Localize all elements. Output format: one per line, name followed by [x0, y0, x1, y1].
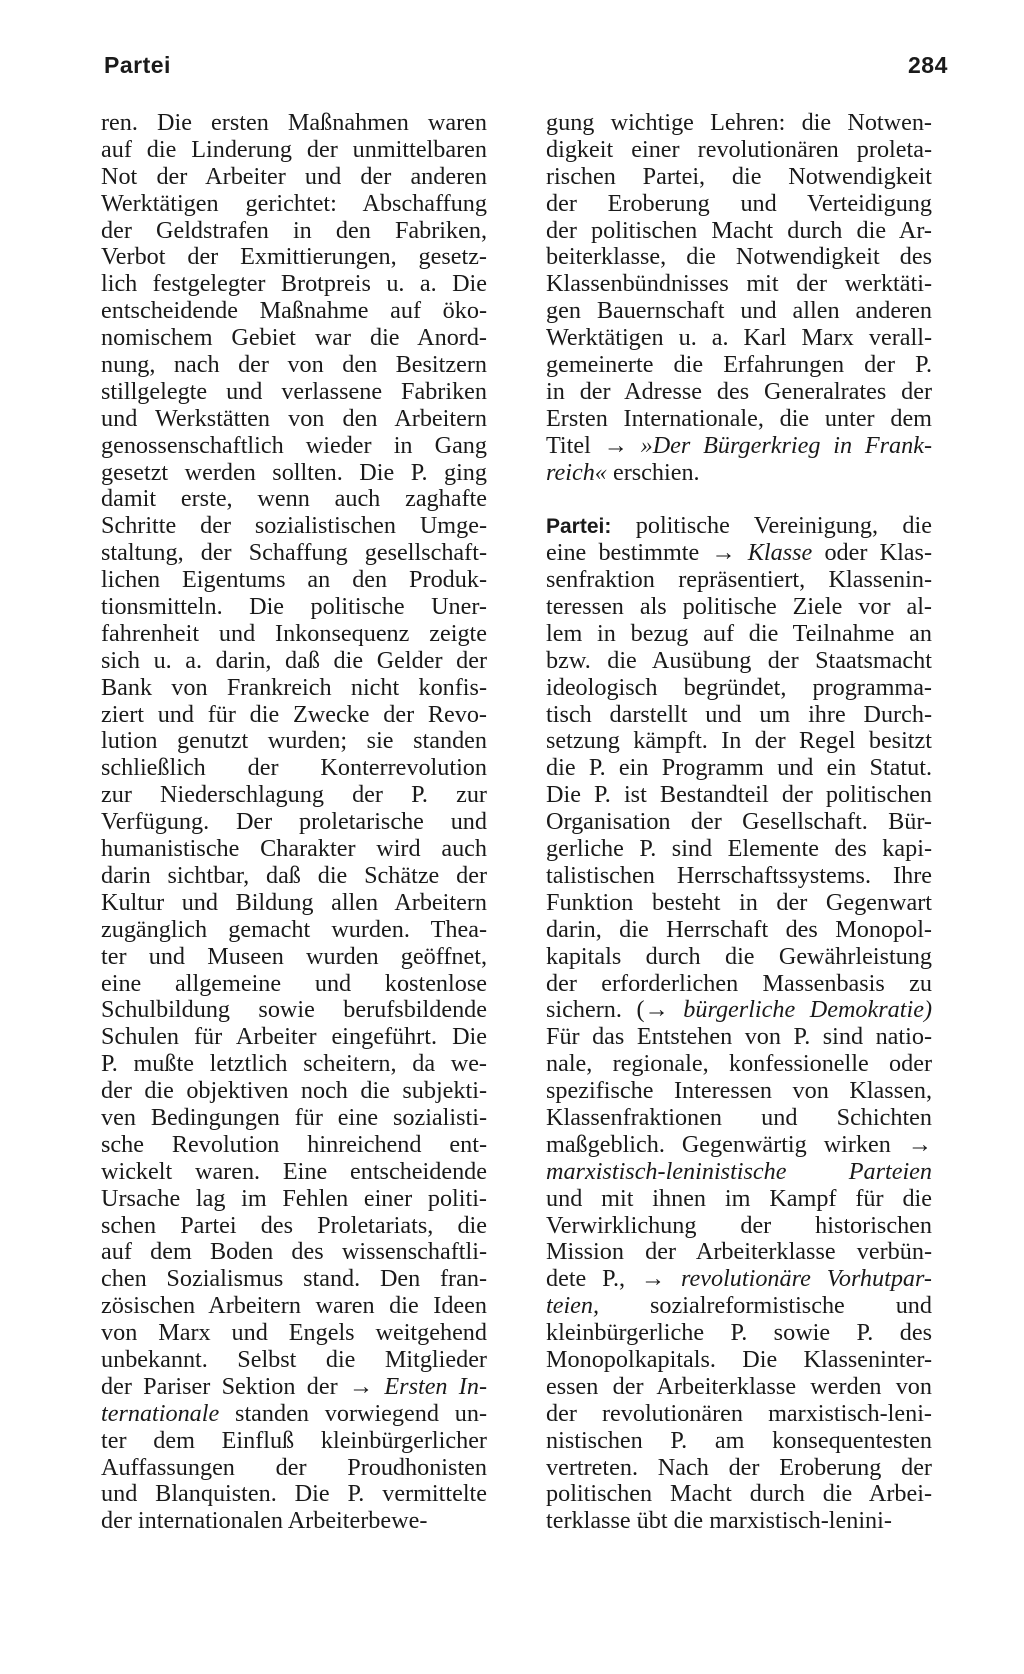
italic-term: reich«: [546, 458, 607, 486]
text-line: [101, 164, 487, 191]
text-run: gen Bauernschaft und allen anderen: [546, 297, 932, 325]
text-line: [546, 1293, 932, 1320]
text-line: [546, 1374, 932, 1401]
text-line: [101, 1266, 487, 1293]
text-line: [546, 1428, 932, 1455]
text-run: teressen als politische Ziele vor al-: [546, 593, 932, 621]
text-line: [546, 863, 932, 890]
text-line: [546, 271, 932, 298]
text-run: Kultur und Bildung allen Arbeitern: [101, 888, 487, 916]
text-line: [546, 1481, 932, 1508]
text-line: [546, 110, 932, 137]
text-line: [101, 809, 487, 836]
text-line: [101, 1455, 487, 1482]
text-run: Organisation der Gesellschaft. Bür-: [546, 808, 932, 836]
text-run: der revolutionären marxistisch-leni-: [546, 1399, 932, 1427]
text-run: Verwirklichung der historischen: [546, 1211, 932, 1239]
text-line: [101, 755, 487, 782]
text-line: [546, 244, 932, 271]
text-run: nung, nach der von den Besitzern: [101, 351, 487, 379]
text-run: maßgeblich. Gegenwärtig wirken →: [546, 1130, 932, 1158]
text-line: [546, 1051, 932, 1078]
text-line: [101, 406, 487, 433]
text-line: [546, 1347, 932, 1374]
text-line: [101, 917, 487, 944]
text-run: dete P., →: [546, 1265, 681, 1293]
text-run: ziert und für die Zwecke der Revo-: [101, 700, 487, 728]
text-run: von Marx und Engels weitgehend: [101, 1319, 487, 1347]
text-run: Schulbildung sowie berufsbildende: [101, 996, 487, 1024]
text-line: [546, 1105, 932, 1132]
text-run: Monopolkapitals. Die Klasseninter-: [546, 1345, 932, 1373]
italic-term: Klasse: [747, 539, 813, 567]
text-run: lution genutzt wurden; sie standen: [101, 727, 487, 755]
text-line: [101, 621, 487, 648]
text-line: [546, 1401, 932, 1428]
italic-term: »Der Bürgerkrieg in Frank-: [640, 431, 933, 459]
text-line: [546, 1266, 932, 1293]
text-line: [101, 567, 487, 594]
text-line: [546, 433, 932, 460]
text-run: und Werkstätten von den Arbeitern: [101, 404, 487, 432]
text-line: [101, 325, 487, 352]
text-line: [101, 1293, 487, 1320]
text-run: genossenschaftlich wieder in Gang: [101, 431, 487, 459]
text-line: [101, 594, 487, 621]
text-line: [101, 1508, 487, 1535]
text-line: [546, 1132, 932, 1159]
text-line: [101, 1105, 487, 1132]
text-line: [101, 191, 487, 218]
text-run: der erforderlichen Massenbasis zu: [546, 969, 932, 997]
text-line: [101, 702, 487, 729]
paragraph-gap: [546, 486, 932, 513]
text-line: [101, 1320, 487, 1347]
text-run: sichern. (→: [546, 996, 684, 1024]
text-line: [101, 836, 487, 863]
text-line: [546, 540, 932, 567]
text-line: [546, 648, 932, 675]
text-line: [101, 728, 487, 755]
text-line: [546, 594, 932, 621]
text-run: ter und Museen wurden geöffnet,: [101, 942, 487, 970]
text-line: [546, 917, 932, 944]
text-run: senfraktion repräsentiert, Klassenin-: [546, 566, 932, 594]
text-run: in der Adresse des Generalrates der: [546, 377, 932, 405]
text-column-right: [546, 110, 932, 1535]
text-run: Werktätigen u. a. Karl Marx verall-: [546, 324, 932, 352]
text-line: [546, 755, 932, 782]
text-run: terklasse übt die marxistisch-lenini-: [546, 1507, 892, 1535]
text-run: beiterklasse, die Notwendigkeit des: [546, 243, 932, 271]
text-line: [546, 675, 932, 702]
text-run: chen Sozialismus stand. Den fran-: [101, 1265, 487, 1293]
text-run: standen vorwiegend un-: [219, 1399, 487, 1427]
text-line: [546, 809, 932, 836]
text-line: [101, 486, 487, 513]
text-line: [101, 379, 487, 406]
text-run: lich festgelegter Brotpreis u. a. Die: [101, 270, 487, 298]
text-run: Für das Entstehen von P. sind natio-: [546, 1023, 932, 1051]
text-run: Ersten Internationale, die unter dem: [546, 404, 932, 432]
text-line: [101, 352, 487, 379]
text-line: [101, 648, 487, 675]
text-line: [546, 890, 932, 917]
text-column-left: [101, 110, 487, 1535]
text-run: stillgelegte und verlassene Fabriken: [101, 377, 487, 405]
text-line: [546, 1239, 932, 1266]
text-line: [546, 1186, 932, 1213]
text-run: sozialreformistische und: [599, 1292, 932, 1320]
text-run: spezifische Interessen von Klassen,: [546, 1077, 932, 1105]
text-run: der internationalen Arbeiterbewe-: [101, 1507, 428, 1535]
text-run: tisch darstellt und um ihre Durch-: [546, 700, 932, 728]
text-line: [101, 1374, 487, 1401]
text-line: [546, 164, 932, 191]
text-line: [101, 1213, 487, 1240]
text-run: tionsmitteln. Die politische Uner-: [101, 593, 487, 621]
text-line: [101, 863, 487, 890]
text-line: [546, 944, 932, 971]
text-line: [546, 298, 932, 325]
text-run: zur Niederschlagung der P. zur: [101, 781, 487, 809]
text-run: eine allgemeine und kostenlose: [101, 969, 487, 997]
text-line: [546, 379, 932, 406]
text-line: [101, 1186, 487, 1213]
text-line: [546, 1320, 932, 1347]
text-run: Funktion besteht in der Gegenwart: [546, 888, 932, 916]
text-run: eine bestimmte →: [546, 539, 748, 567]
text-line: [101, 1401, 487, 1428]
text-run: ven Bedingungen für eine sozialisti-: [101, 1103, 487, 1131]
text-line: [546, 997, 932, 1024]
text-run: der Eroberung und Verteidigung: [546, 189, 932, 217]
text-line: [101, 433, 487, 460]
text-run: wickelt waren. Eine entscheidende: [101, 1157, 487, 1185]
text-run: zugänglich gemacht wurden. Thea-: [101, 915, 487, 943]
text-line: [101, 271, 487, 298]
text-run: Bank von Frankreich nicht konfis-: [101, 673, 487, 701]
text-line: [546, 567, 932, 594]
text-run: Verbot der Exmittierungen, gesetz-: [101, 243, 487, 271]
text-line: [101, 1481, 487, 1508]
text-line: [546, 352, 932, 379]
text-run: gung wichtige Lehren: die Notwen-: [546, 109, 932, 136]
text-run: unbekannt. Selbst die Mitglieder: [101, 1345, 487, 1373]
text-run: zösischen Arbeitern waren die Ideen: [101, 1292, 487, 1320]
text-run: sich u. a. darin, daß die Gelder der: [101, 646, 487, 674]
text-line: [101, 540, 487, 567]
text-run: schließlich der Konterrevolution: [101, 754, 487, 782]
italic-term: ternationale: [101, 1399, 220, 1427]
text-line: [101, 1051, 487, 1078]
text-run: Mission der Arbeiterklasse verbün-: [546, 1238, 932, 1266]
text-line: [101, 218, 487, 245]
text-run: Auffassungen der Proudhonisten: [101, 1453, 487, 1481]
text-run: Die P. ist Bestandteil der politischen: [546, 781, 932, 809]
page-number: 284: [908, 52, 948, 78]
text-line: [546, 836, 932, 863]
text-line: [546, 218, 932, 245]
text-run: Not der Arbeiter und der anderen: [101, 162, 487, 190]
text-run: auf die Linderung der unmittelbaren: [101, 135, 487, 163]
text-run: gesetzt werden sollten. Die P. ging: [101, 458, 487, 486]
italic-term: marxistisch-leninistische Parteien: [546, 1157, 932, 1185]
text-run: essen der Arbeiterklasse werden von: [546, 1372, 932, 1400]
text-line: [101, 971, 487, 998]
text-run: ren. Die ersten Maßnahmen waren: [101, 109, 487, 136]
text-run: nomischem Gebiet war die Anord-: [101, 324, 487, 352]
text-line: [101, 137, 487, 164]
text-run: humanistische Charakter wird auch: [101, 835, 487, 863]
text-line: [101, 890, 487, 917]
text-line: [546, 782, 932, 809]
text-line: [101, 782, 487, 809]
text-line: [101, 944, 487, 971]
text-run: Werktätigen gerichtet: Abschaffung: [101, 189, 487, 217]
running-head-title: Partei: [104, 52, 171, 78]
text-run: und Blanquisten. Die P. vermittelte: [101, 1480, 487, 1508]
text-run: rischen Partei, die Notwendigkeit: [546, 162, 932, 190]
text-run: nistischen P. am konsequentesten: [546, 1426, 932, 1454]
text-line: [101, 244, 487, 271]
text-run: sche Revolution hinreichend ent-: [101, 1130, 487, 1158]
text-line: [546, 1078, 932, 1105]
text-line: [546, 325, 932, 352]
text-run: staltung, der Schaffung gesellschaft-: [101, 539, 487, 567]
text-line: [101, 1428, 487, 1455]
text-line: [101, 513, 487, 540]
text-run: ter dem Einfluß kleinbürgerlicher: [101, 1426, 487, 1454]
text-line: [546, 728, 932, 755]
text-run: Titel →: [546, 431, 641, 459]
text-line: [546, 1508, 932, 1535]
text-run: ideologisch begründet, programma-: [546, 673, 932, 701]
text-line: [546, 406, 932, 433]
text-line: [546, 1024, 932, 1051]
text-line: [101, 675, 487, 702]
text-run: oder Klas-: [812, 539, 932, 567]
text-run: setzung kämpft. In der Regel besitzt: [546, 727, 932, 755]
text-run: damit erste, wenn auch zaghafte: [101, 485, 487, 513]
text-run: der die objektiven noch die subjekti-: [101, 1077, 487, 1105]
text-line: [101, 1078, 487, 1105]
entry-headword: Partei:: [546, 515, 612, 539]
text-line: [101, 110, 487, 137]
text-line: [546, 513, 932, 540]
text-run: P. mußte letztlich scheitern, da we-: [101, 1050, 487, 1078]
text-run: auf dem Boden des wissenschaftli-: [101, 1238, 487, 1266]
italic-term: revolutionäre Vorhutpar-: [681, 1265, 932, 1293]
text-line: [101, 298, 487, 325]
text-run: politischen Macht durch die Arbei-: [546, 1480, 932, 1508]
text-run: darin sichtbar, daß die Schätze der: [101, 861, 487, 889]
text-run: Klassenfraktionen und Schichten: [546, 1103, 932, 1131]
text-line: [101, 460, 487, 487]
text-run: Schulen für Arbeiter eingeführt. Die: [101, 1023, 487, 1051]
text-run: gerliche P. sind Elemente des kapi-: [546, 835, 932, 863]
text-line: [546, 1213, 932, 1240]
text-line: [546, 1455, 932, 1482]
text-line: [546, 191, 932, 218]
text-run: bzw. die Ausübung der Staatsmacht: [546, 646, 932, 674]
text-run: Klassenbündnisses mit der werktäti-: [546, 270, 932, 298]
text-run: talistischen Herrschaftssystems. Ihre: [546, 861, 932, 889]
text-run: fahrenheit und Inkonsequenz zeigte: [101, 619, 487, 647]
italic-term: Ersten In-: [384, 1372, 487, 1400]
text-line: [101, 1347, 487, 1374]
text-run: erschien.: [606, 458, 700, 486]
text-line: [546, 621, 932, 648]
text-line: [101, 1159, 487, 1186]
text-run: der Geldstrafen in den Fabriken,: [101, 216, 487, 244]
text-line: [101, 1024, 487, 1051]
text-run: kleinbürgerliche P. sowie P. des: [546, 1319, 932, 1347]
text-run: Ursache lag im Fehlen einer politi-: [101, 1184, 487, 1212]
text-line: [101, 1239, 487, 1266]
text-run: Schritte der sozialistischen Umge-: [101, 512, 487, 540]
text-run: der Pariser Sektion der →: [101, 1372, 385, 1400]
text-run: kapitals durch die Gewährleistung: [546, 942, 932, 970]
text-run: lichen Eigentums an den Produk-: [101, 566, 487, 594]
text-run: gemeinerte die Erfahrungen der P.: [546, 351, 932, 379]
text-run: politische Vereinigung, die: [611, 512, 932, 540]
text-run: nale, regionale, konfessionelle oder: [546, 1050, 932, 1078]
italic-term: bürgerliche Demokratie): [683, 996, 932, 1024]
text-line: [101, 997, 487, 1024]
text-run: entscheidende Maßnahme auf öko-: [101, 297, 487, 325]
text-run: darin, die Herrschaft des Monopol-: [546, 915, 932, 943]
text-run: der politischen Macht durch die Ar-: [546, 216, 932, 244]
text-run: digkeit einer revolutionären proleta-: [546, 135, 932, 163]
text-run: lem in bezug auf die Teilnahme an: [546, 619, 932, 647]
text-run: schen Partei des Proletariats, die: [101, 1211, 487, 1239]
text-run: vertreten. Nach der Eroberung der: [546, 1453, 932, 1481]
text-run: und mit ihnen im Kampf für die: [546, 1184, 932, 1212]
text-line: [546, 702, 932, 729]
italic-term: teien,: [546, 1292, 600, 1320]
text-line: [546, 460, 932, 487]
text-run: die P. ein Programm und ein Statut.: [546, 754, 932, 782]
text-line: [546, 1159, 932, 1186]
text-line: [546, 137, 932, 164]
text-run: Verfügung. Der proletarische und: [101, 808, 487, 836]
text-line: [546, 971, 932, 998]
text-line: [101, 1132, 487, 1159]
